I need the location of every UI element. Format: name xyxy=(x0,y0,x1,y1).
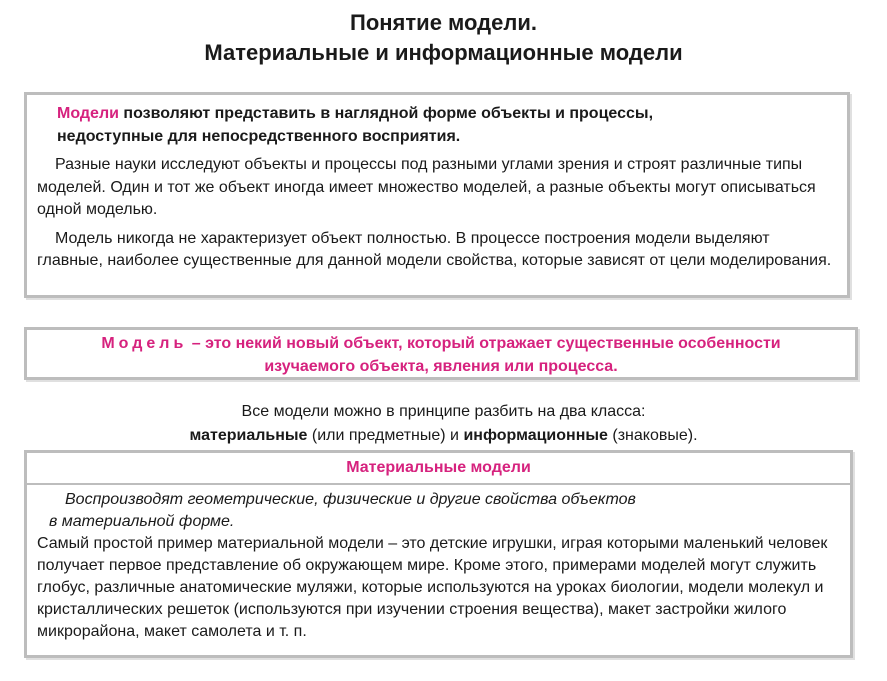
classes-intro-line-2 xyxy=(0,424,887,448)
title-line-2: Материальные и информационные модели xyxy=(204,40,683,65)
classes-intro xyxy=(0,400,887,448)
lead-rest: позволяют представить в наглядной форме объекты и процессы, xyxy=(123,105,654,122)
class-information: информационные xyxy=(463,427,608,444)
definition-line-2: изучаемого объекта, явления или процесса. xyxy=(264,358,618,375)
definition-term: Модель xyxy=(101,335,188,352)
definition-line-1: – это некий новый объект, который отражает существенные особенности xyxy=(191,335,781,352)
paragraph-sciences: Разные науки исследуют объекты и процессы под разными углами зрения и строят различные типы моделей. Один и тот же объект иногда имеет множество моделей, а разные объекты могут описываться одной моделью. xyxy=(37,156,816,218)
material-models-body xyxy=(27,485,850,643)
summary-line-1: Воспроизводят геометрические, физические и другие свойства объектов xyxy=(65,491,636,508)
material-models-box xyxy=(24,450,853,658)
paragraph-characterization: Модель никогда не характеризует объект полностью. В процессе построения модели выделяют главные, наиболее существенные для данной модели свойства, которые зависят от цели моделирования. xyxy=(37,229,832,269)
class-material-note: (или предметные) и xyxy=(311,427,459,444)
intro-box xyxy=(24,92,850,298)
material-models-text: Самый простой пример материальной модели – это детские игрушки, играя которыми маленький человек получает первое представление об окружающем мире. Кроме этого, примерами моделей могут служить глобус, различные анатомические муляжи, которые используются на уроках биологии, модели молекул и кристаллических решеток (используются при изучении строения вещества), макет застройки жилого микрорайона, макет самолета и т. п. xyxy=(37,535,828,640)
lead-statement xyxy=(37,103,833,148)
material-models-summary xyxy=(37,489,840,533)
page-title xyxy=(0,8,887,68)
classes-intro-line-1: Все модели можно в принципе разбить на два класса: xyxy=(241,403,646,420)
title-line-1: Понятие модели. xyxy=(350,10,537,35)
definition-box xyxy=(24,327,858,380)
class-material: материальные xyxy=(189,427,308,444)
lead-line-2: недоступные для непосредственного восприятия. xyxy=(57,127,461,145)
material-models-header: Материальные модели xyxy=(27,453,850,485)
lead-term: Модели xyxy=(57,105,119,122)
class-information-note: (знаковые). xyxy=(612,427,698,444)
summary-line-2: в материальной форме. xyxy=(49,513,235,530)
